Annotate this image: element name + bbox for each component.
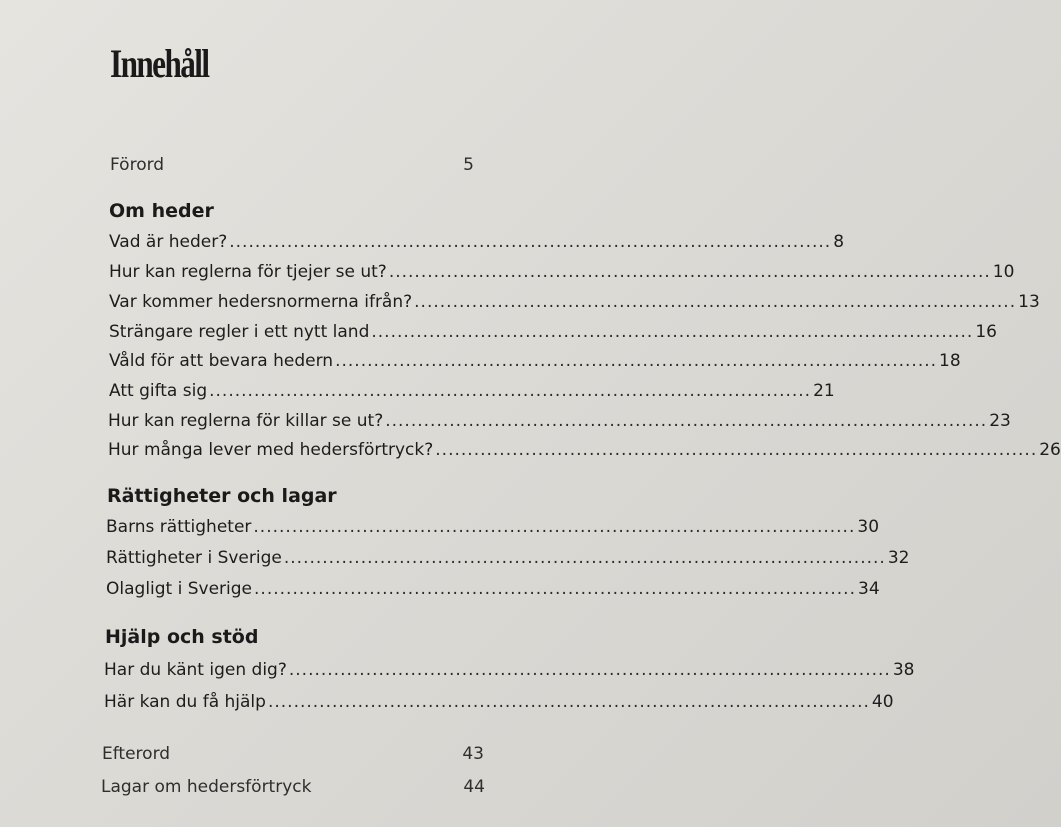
toc-page-number: 21: [813, 381, 835, 401]
toc-entry[interactable]: [109, 261, 1015, 283]
toc-entry[interactable]: [109, 231, 845, 253]
toc-entry-label: Har du känt igen dig?: [104, 660, 287, 680]
toc-entry[interactable]: [109, 380, 835, 402]
toc-page-number: 26: [1039, 440, 1061, 460]
toc-entry-label: Barns rättigheter: [106, 517, 252, 537]
leader-dots: ..............................................................................................: [388, 262, 991, 282]
toc-entry-label: Vad är heder?: [109, 232, 228, 252]
leader-dots: ..............................................................................................: [288, 660, 891, 680]
toc-entry-label: Förord: [110, 155, 165, 175]
leader-dots: ..............................................................................................: [209, 381, 812, 401]
toc-entry[interactable]: [108, 439, 1061, 461]
toc-entry-label: Olagligt i Sverige: [106, 579, 253, 599]
toc-entry-preface[interactable]: [110, 154, 474, 176]
toc-page-number: 18: [939, 351, 961, 371]
leader-dots: ..............................................................................................: [254, 579, 856, 599]
section-heading-hjalp-och-stod: Hjälp och stöd: [105, 626, 259, 648]
toc-page-number: 10: [992, 262, 1015, 282]
leader-dots: ..............................................................................................: [229, 232, 832, 252]
toc-entry[interactable]: [106, 516, 880, 538]
toc-entry-label: Att gifta sig: [109, 381, 208, 401]
leader-dots: ..............................................................................................: [253, 517, 856, 537]
leader-dots: ..............................................................................................: [371, 322, 974, 342]
toc-entry[interactable]: [109, 350, 961, 372]
toc-page-number: 8: [833, 232, 845, 252]
leader-dots: ..............................................................................................: [385, 411, 988, 431]
toc-page-number: 43: [462, 744, 484, 764]
toc-page-number: 13: [1018, 292, 1040, 312]
toc-entry-label: Våld för att bevara hedern: [109, 351, 334, 371]
leader-dots: ..............................................................................................: [283, 548, 886, 568]
section-heading-rattigheter-och-lagar: Rättigheter och lagar: [107, 485, 337, 507]
toc-page-number: 34: [858, 579, 880, 599]
toc-entry-label: Lagar om hedersförtryck: [101, 777, 312, 797]
toc-page-number: 30: [857, 517, 880, 537]
toc-page-number: 16: [975, 322, 997, 342]
toc-page-number: 40: [871, 692, 894, 712]
toc-entry-label: Efterord: [102, 744, 171, 764]
leader-dots: ..............................................................................................: [414, 292, 1017, 312]
toc-page-number: 44: [463, 777, 485, 797]
leader-dots: ..............................................................................................: [335, 351, 938, 371]
toc-entry-label: Hur kan reglerna för tjejer se ut?: [109, 262, 387, 282]
toc-entry[interactable]: [106, 578, 880, 600]
toc-entry[interactable]: [109, 291, 1040, 313]
toc-entry-label: Hur många lever med hedersförtryck?: [108, 440, 434, 460]
toc-entry[interactable]: [108, 410, 1011, 432]
toc-entry[interactable]: [104, 659, 915, 681]
section-heading-om-heder: Om heder: [109, 200, 214, 222]
toc-page-number: 32: [887, 548, 910, 568]
toc-entry-label: Hur kan reglerna för killar se ut?: [108, 411, 384, 431]
toc-page-number: 23: [989, 411, 1011, 431]
page-title: Innehåll: [110, 41, 209, 86]
toc-page-number: 5: [463, 155, 474, 175]
toc-page-number: 38: [892, 660, 915, 680]
toc-entry[interactable]: [106, 547, 910, 569]
toc-entry-efterord[interactable]: [102, 743, 484, 765]
toc-entry[interactable]: [109, 321, 997, 343]
toc-entry-label: Var kommer hedersnormerna ifrån?: [109, 292, 413, 312]
toc-entry-lagar-om-hedersfortryck[interactable]: [101, 776, 485, 798]
toc-entry[interactable]: [104, 691, 894, 713]
toc-entry-label: Strängare regler i ett nytt land: [109, 322, 370, 342]
toc-entry-label: Rättigheter i Sverige: [106, 548, 282, 568]
toc-entry-label: Här kan du få hjälp: [104, 692, 266, 712]
leader-dots: ..............................................................................................: [435, 440, 1038, 460]
leader-dots: ..............................................................................................: [267, 692, 870, 712]
